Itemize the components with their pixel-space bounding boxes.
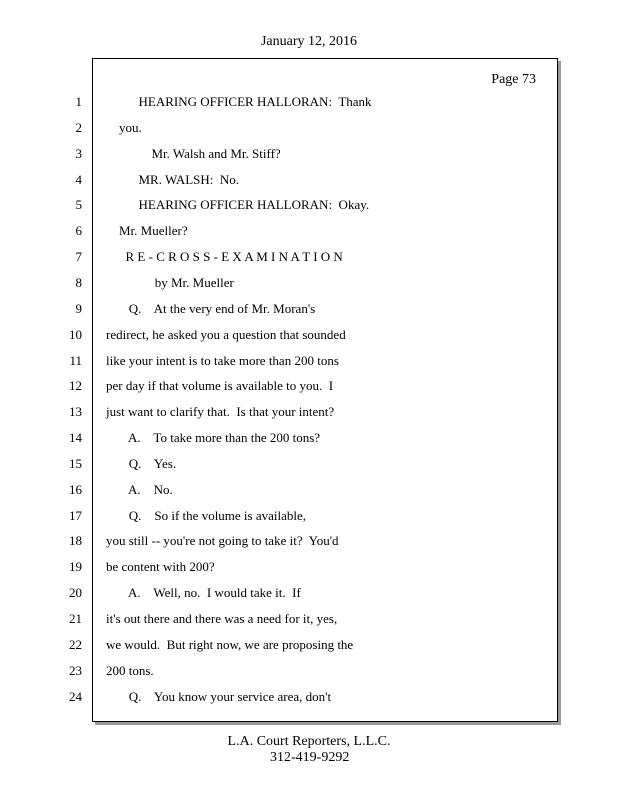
transcript-line-text: per day if that volume is available to you. I [106, 378, 334, 393]
transcript-line-text: be content with 200? [106, 559, 215, 574]
line-number: 8 [75, 275, 82, 290]
line-number: 19 [69, 559, 82, 574]
footer-phone: 312-419-9292 [270, 750, 350, 765]
line-number: 23 [69, 663, 82, 678]
transcript-line-text: R E - C R O S S - E X A M I N A T I O N [106, 249, 343, 264]
footer-company: L.A. Court Reporters, L.L.C. [227, 734, 391, 749]
transcript-line-text: HEARING OFFICER HALLORAN: Thank [106, 94, 372, 109]
transcript-line-text: Q. At the very end of Mr. Moran's [106, 301, 316, 316]
transcript-line-text: HEARING OFFICER HALLORAN: Okay. [106, 197, 370, 212]
transcript-line-text: A. Well, no. I would take it. If [106, 585, 301, 600]
transcript-line-text: A. No. [106, 482, 173, 497]
line-number: 14 [69, 430, 82, 445]
line-number: 17 [69, 508, 82, 523]
line-number: 4 [75, 172, 82, 187]
line-number: 7 [75, 249, 82, 264]
line-number: 11 [69, 353, 82, 368]
transcript-line-text: it's out there and there was a need for it, yes, [106, 611, 338, 626]
line-number: 1 [75, 94, 82, 109]
transcript-line-text: you still -- you're not going to take it? You'd [106, 533, 339, 548]
transcript-line-text: like your intent is to take more than 200 tons [106, 353, 339, 368]
transcript-line-text: redirect, he asked you a question that sounded [106, 327, 346, 342]
transcript-line-text: just want to clarify that. Is that your intent? [106, 404, 335, 419]
transcript-line-text: MR. WALSH: No. [106, 172, 240, 187]
line-number: 21 [69, 611, 82, 626]
line-number: 18 [69, 533, 82, 548]
line-number: 24 [69, 689, 82, 704]
line-number: 16 [69, 482, 82, 497]
line-number: 15 [69, 456, 82, 471]
line-number: 22 [69, 637, 82, 652]
header-date: January 12, 2016 [260, 34, 358, 49]
line-number: 5 [75, 197, 82, 212]
transcript-line-text: Mr. Mueller? [106, 223, 188, 238]
transcript-line-text: 200 tons. [106, 663, 154, 678]
transcript-line-text: Q. Yes. [106, 456, 177, 471]
transcript-line-text: by Mr. Mueller [106, 275, 234, 290]
transcript-line-text: you. [106, 120, 142, 135]
transcript-line-text: Q. You know your service area, don't [106, 689, 332, 704]
line-number: 20 [69, 585, 82, 600]
line-number: 3 [75, 146, 82, 161]
line-number: 9 [75, 301, 82, 316]
line-number: 12 [69, 378, 82, 393]
line-number: 10 [69, 327, 82, 342]
transcript-line-text: we would. But right now, we are proposing the [106, 637, 354, 652]
line-number: 6 [75, 223, 82, 238]
transcript-line-text: Q. So if the volume is available, [106, 508, 307, 523]
transcript-line-text: Mr. Walsh and Mr. Stiff? [106, 146, 281, 161]
line-number: 2 [75, 120, 82, 135]
line-number: 13 [69, 404, 82, 419]
transcript-line-text: A. To take more than the 200 tons? [106, 430, 321, 445]
page-number: Page 73 [491, 72, 536, 87]
